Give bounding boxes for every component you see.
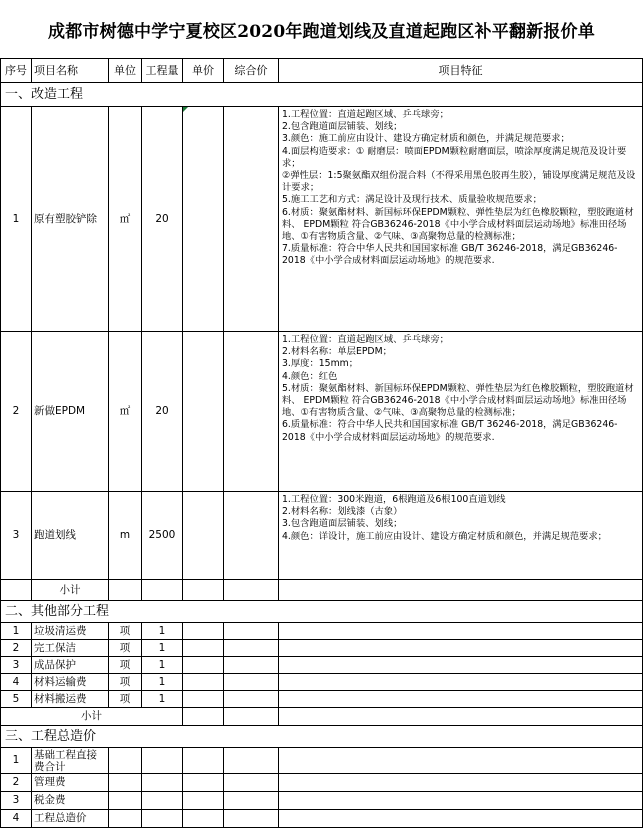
cell-unit: m: [109, 492, 142, 580]
feature-line: ②弹性层：1:5聚氨酯双组份混合料（不得采用黑色胶再生胶），铺设厚度满足规范及设计要求；: [282, 170, 636, 194]
feature-line: 4.面层构造要求：① 耐磨层：喷面EPDM颗粒耐磨面层，喷涂厚度满足规范及设计要求；: [282, 145, 627, 169]
cell-price[interactable]: [183, 492, 224, 580]
feature-line: 1.工程位置：直道起跑区域、乒乓球旁；: [282, 334, 449, 345]
table-row: [1, 332, 643, 492]
cell-total[interactable]: [224, 810, 279, 828]
subtotal-label: 小计: [1, 708, 183, 726]
feature-line: 2.包含跑道面层铺装、划线；: [282, 121, 403, 133]
header-no: 序号: [1, 59, 32, 83]
cell-price[interactable]: [183, 332, 224, 492]
cell-empty: [109, 792, 142, 810]
cell-empty: [183, 774, 224, 792]
cell-name: 新做EPDM: [32, 332, 109, 492]
cell-name: 成品保护: [32, 657, 109, 674]
cell-no: 5: [1, 691, 32, 708]
feature-line: 3.厚度：15mm；: [282, 358, 359, 370]
table-row: [1, 657, 643, 674]
cell-unit: 项: [109, 674, 142, 691]
cell-feature: [279, 492, 643, 580]
section-row: [1, 83, 643, 107]
cell-no: 1: [1, 748, 32, 774]
cell-unit: 项: [109, 623, 142, 640]
feature-line: 4.颜色：红色: [282, 370, 338, 382]
cell-name: 跑道划线: [32, 492, 109, 580]
cell-qty: 1: [142, 691, 183, 708]
cell-no: 1: [1, 623, 32, 640]
cell-feature: [279, 107, 643, 332]
cell-qty: 1: [142, 623, 183, 640]
cell-qty: 20: [142, 332, 183, 492]
section-row: [1, 726, 643, 748]
cell-empty: [142, 774, 183, 792]
page-title: 成都市树德中学宁夏校区2020年跑道划线及直道起跑区补平翻新报价单: [48, 21, 595, 42]
cell-name: 税金费: [32, 792, 109, 810]
feature-line: 4.颜色：详设计，施工前应由设计、建设方确定材质和颜色，并满足规范要求；: [282, 530, 607, 542]
cell-empty: [109, 810, 142, 828]
subtotal-row: [1, 708, 643, 726]
subtotal-row: [1, 580, 643, 601]
cell-empty: [279, 748, 643, 774]
feature-line: 1.工程位置：直道起跑区域、乒乓球旁；: [282, 109, 449, 120]
cell-total[interactable]: [224, 107, 279, 332]
header-feature: 项目特征: [279, 59, 643, 83]
section-label: 一、改造工程: [1, 83, 643, 107]
cell-qty: 1: [142, 674, 183, 691]
cell-qty: 2500: [142, 492, 183, 580]
cell-feature: [279, 640, 643, 657]
cell-empty: [142, 810, 183, 828]
header-total: 综合价: [224, 59, 279, 83]
cell-empty: [279, 810, 643, 828]
cell-empty: [279, 708, 643, 726]
table-row: [1, 674, 643, 691]
cell-name: 基础工程直接费合计: [32, 748, 109, 774]
subtotal-value[interactable]: [224, 708, 279, 726]
cell-total[interactable]: [224, 332, 279, 492]
cell-empty: [1, 580, 32, 601]
cell-total[interactable]: [224, 492, 279, 580]
cell-price[interactable]: [183, 674, 224, 691]
table-row: [1, 640, 643, 657]
feature-line: 2.材料名称：划线漆（古象）: [282, 506, 403, 518]
cell-name: 工程总造价: [32, 810, 109, 828]
cell-empty: [109, 580, 142, 601]
feature-line: 6.质量标准：符合中华人民共和国国家标准 GB/T 36246-2018，满足GB36246-2018《中小学合成材料面层运动场地》的规范要求.: [282, 419, 618, 443]
cell-no: 3: [1, 492, 32, 580]
cell-feature: [279, 623, 643, 640]
cell-empty: [279, 774, 643, 792]
feature-line: 5.材质：聚氨酯材料、新国标环保EPDM颗粒、弹性垫层为红色橡胶颗粒，塑胶跑道材料、 EPDM颗粒 符合GB36246-2018《中小学合成材料面层运动场地》标准田径场地、①有害物质含量、②气味、③高聚物总量的检测标准；: [282, 382, 634, 419]
cell-empty: [279, 580, 643, 601]
cell-no: 3: [1, 657, 32, 674]
cell-no: 3: [1, 792, 32, 810]
quotation-table: [0, 58, 643, 828]
cell-name: 垃圾清运费: [32, 623, 109, 640]
cell-empty: [109, 774, 142, 792]
cell-empty: [183, 580, 224, 601]
cell-empty: [183, 810, 224, 828]
cell-no: 4: [1, 810, 32, 828]
table-row: [1, 748, 643, 774]
cell-unit: ㎡: [109, 332, 142, 492]
cell-qty: 20: [142, 107, 183, 332]
cell-total[interactable]: [224, 774, 279, 792]
feature-line: 3.颜色：施工前应由设计、建设方确定材质和颜色，并满足规范要求；: [282, 133, 570, 145]
cell-total[interactable]: [224, 691, 279, 708]
cell-name: 材料搬运费: [32, 691, 109, 708]
table-row: [1, 107, 643, 332]
table-row: [1, 810, 643, 828]
section-row: [1, 601, 643, 623]
header-unit: 单位: [109, 59, 142, 83]
cell-name: 原有塑胶铲除: [32, 107, 109, 332]
cell-feature: [279, 674, 643, 691]
cell-no: 2: [1, 774, 32, 792]
cell-empty: [183, 792, 224, 810]
cell-total[interactable]: [224, 623, 279, 640]
cell-name: 材料运输费: [32, 674, 109, 691]
table-header-row: [1, 59, 643, 83]
cell-price[interactable]: [183, 657, 224, 674]
cell-no: 2: [1, 640, 32, 657]
cell-feature: [279, 691, 643, 708]
cell-total[interactable]: [224, 748, 279, 774]
table-row: [1, 691, 643, 708]
cell-empty: [142, 792, 183, 810]
header-name: 项目名称: [32, 59, 109, 83]
cell-unit: 项: [109, 657, 142, 674]
feature-line: 1.工程位置：300米跑道，6根跑道及6根100直道划线: [282, 494, 506, 505]
table-row: [1, 774, 643, 792]
cell-no: 4: [1, 674, 32, 691]
cell-unit: 项: [109, 691, 142, 708]
cell-price[interactable]: [183, 691, 224, 708]
cell-price[interactable]: [183, 640, 224, 657]
cell-total[interactable]: [224, 792, 279, 810]
table-row: [1, 492, 643, 580]
header-price: 单价: [183, 59, 224, 83]
cell-empty: [279, 792, 643, 810]
cell-name: 管理费: [32, 774, 109, 792]
cell-price[interactable]: [183, 107, 224, 332]
feature-line: 3.包含跑道面层铺装、划线；: [282, 518, 403, 530]
cell-empty: [183, 748, 224, 774]
cell-total[interactable]: [224, 674, 279, 691]
cell-empty: [109, 748, 142, 774]
cell-qty: 1: [142, 640, 183, 657]
comment-marker: [183, 107, 188, 112]
cell-unit: ㎡: [109, 107, 142, 332]
feature-line: 6.材质：聚氨酯材料、新国标环保EPDM颗粒、弹性垫层为红色橡胶颗粒，塑胶跑道材料、 EPDM颗粒 符合GB36246-2018《中小学合成材料面层运动场地》标准田径场地、①有害物质含量、②气味、③高聚物总量的检测标准；: [282, 206, 634, 243]
cell-total[interactable]: [224, 640, 279, 657]
feature-line: 7.质量标准：符合中华人民共和国国家标准 GB/T 36246-2018，满足GB36246-2018《中小学合成材料面层运动场地》的规范要求.: [282, 243, 618, 267]
subtotal-value[interactable]: [224, 580, 279, 601]
cell-empty: [142, 580, 183, 601]
table-row: [1, 623, 643, 640]
cell-qty: 1: [142, 657, 183, 674]
cell-feature: [279, 657, 643, 674]
cell-feature: [279, 332, 643, 492]
cell-name: 完工保洁: [32, 640, 109, 657]
header-qty: 工程量: [142, 59, 183, 83]
table-row: [1, 792, 643, 810]
feature-line: 2.材料名称：单层EPDM；: [282, 346, 392, 358]
cell-no: 2: [1, 332, 32, 492]
cell-price[interactable]: [183, 623, 224, 640]
cell-total[interactable]: [224, 657, 279, 674]
cell-empty: [142, 748, 183, 774]
section-label: 三、工程总造价: [1, 726, 643, 748]
cell-empty: [183, 708, 224, 726]
cell-no: 1: [1, 107, 32, 332]
cell-unit: 项: [109, 640, 142, 657]
feature-line: 5.施工工艺和方式：满足设计及现行技术、质量验收规范要求；: [282, 194, 542, 206]
section-label: 二、其他部分工程: [1, 601, 643, 623]
subtotal-label: 小计: [32, 580, 109, 601]
